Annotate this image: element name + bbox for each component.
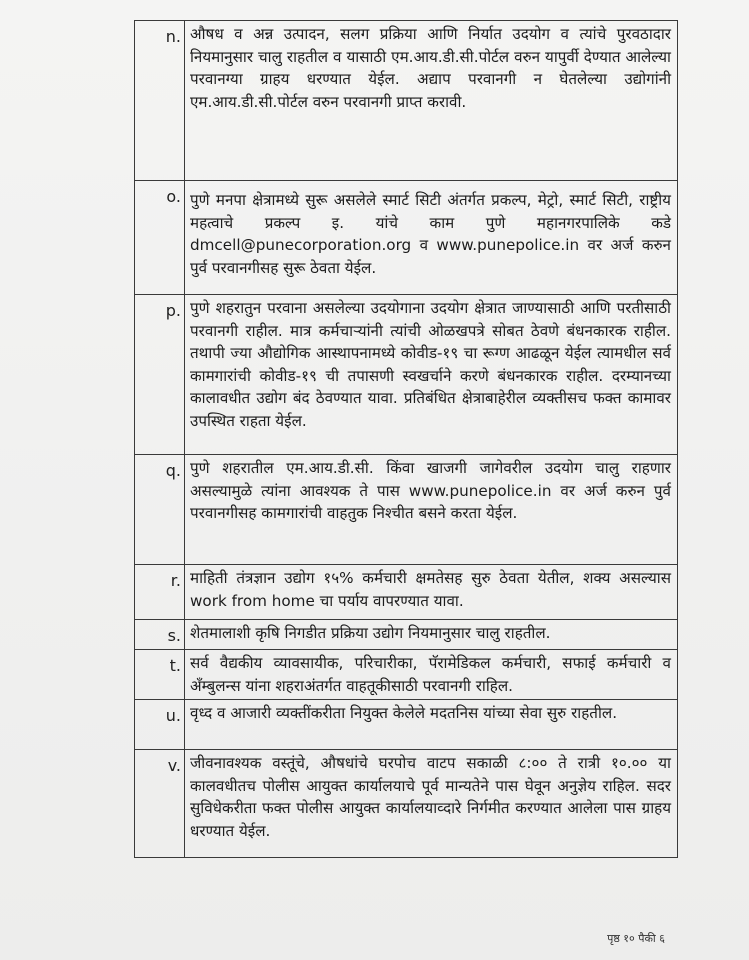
item-letter: v. (135, 750, 185, 858)
item-text: औषध व अन्न उत्पादन, सलग प्रक्रिया आणि निर्यात उदयोग व त्यांचे पुरवठादार नियमानुसार चालु राहतील व यासाठी एम.आय.डी.सी.पोर्टल वरुन यापुर्वी देण्यात आलेल्या परवानग्या ग्राहय धरण्यात येईल. अद्याप परवानगी न घेतलेल्या उद्योगांनी एम.आय.डी.सी.पोर्टल वरुन परवानगी प्राप्त करावी. (185, 21, 678, 181)
table-row (135, 565, 678, 620)
item-letter: u. (135, 700, 185, 750)
item-text: माहिती तंत्रज्ञान उद्योग १५% कर्मचारी क्षमतेसह सुरु ठेवता येतील, शक्य असल्यास work from home चा पर्याय वापरण्यात यावा. (185, 565, 678, 620)
table-row (135, 750, 678, 858)
item-letter: o. (135, 181, 185, 295)
item-text: शेतमालाशी कृषि निगडीत प्रक्रिया उद्योग नियमानुसार चालु राहतील. (185, 620, 678, 650)
table-row (135, 455, 678, 565)
item-letter: t. (135, 650, 185, 700)
table-row (135, 181, 678, 295)
order-items-table (134, 20, 678, 858)
table-row (135, 295, 678, 455)
table-row (135, 21, 678, 181)
item-letter: n. (135, 21, 185, 181)
item-letter: s. (135, 620, 185, 650)
item-text-content: पुणे मनपा क्षेत्रामध्ये सुरू असलेले स्मार्ट सिटी अंतर्गत प्रकल्प, मेट्रो, स्मार्ट सिटी, राष्ट्रीय महत्वाचे प्रकल्प इ. यांचे काम पुणे महानगरपालिके कडे dmcell@punecorporation.org व www.punepolice.in वर अर्ज करुन पुर्व परवानगीसह सुरू ठेवता येईल. (190, 191, 671, 277)
table-row (135, 620, 678, 650)
item-text (185, 181, 678, 295)
page-number: पृष्ठ १० पैकी ६ (607, 932, 665, 945)
item-letter: r. (135, 565, 185, 620)
item-text: जीवनावश्यक वस्तूंचे, औषधांचे घरपोच वाटप सकाळी ८:०० ते रात्री १०.०० या कालवधीतच पोलीस आयुक्त कार्यालयाचे पूर्व मान्यतेने पास घेवून अनुज्ञेय राहिल. सदर सुविधेकरीता फक्त पोलीस आयुक्त कार्यालयाव्दारे निर्गमीत करण्यात आलेला पास ग्राहय धरण्यात येईल. (185, 750, 678, 858)
item-letter: q. (135, 455, 185, 565)
item-text: पुणे शहरातील एम.आय.डी.सी. किंवा खाजगी जागेवरील उदयोग चालु राहणार असल्यामुळे त्यांना आवश्यक ते पास www.punepolice.in वर अर्ज करुन पुर्व परवानगीसह कामगारांची वाहतुक निश्चीत बसने करता येईल. (185, 455, 678, 565)
table-row (135, 700, 678, 750)
item-text: वृध्द व आजारी व्यक्तींकरीता नियुक्त केलेले मदतनिस यांच्या सेवा सुरु राहतील. (185, 700, 678, 750)
table-row (135, 650, 678, 700)
item-text: सर्व वैद्यकीय व्यावसायीक, परिचारीका, पॅरामेडिकल कर्मचारी, सफाई कर्मचारी व अँम्बुलन्स यांना शहराअंतर्गत वाहतूकीसाठी परवानगी राहिल. (185, 650, 678, 700)
item-letter: p. (135, 295, 185, 455)
item-text: पुणे शहरातुन परवाना असलेल्या उदयोगाना उदयोग क्षेत्रात जाण्यासाठी आणि परतीसाठी परवानगी राहील. मात्र कर्मचाऱ्यांनी त्यांची ओळखपत्रे सोबत ठेवणे बंधनकारक राहील. तथापी ज्या औद्योगिक आस्थापनामध्ये कोवीड-१९ चा रूग्ण आढळून येईल त्यामधील सर्व कामगारांची कोवीड-१९ ची तपासणी स्वखर्चाने करणे बंधनकारक राहील. दरम्यानच्या कालावधीत उद्योग बंद ठेवण्यात यावा. प्रतिबंधित क्षेत्राबाहेरील व्यक्तीसच फक्त कामावर उपस्थित राहता येईल. (185, 295, 678, 455)
